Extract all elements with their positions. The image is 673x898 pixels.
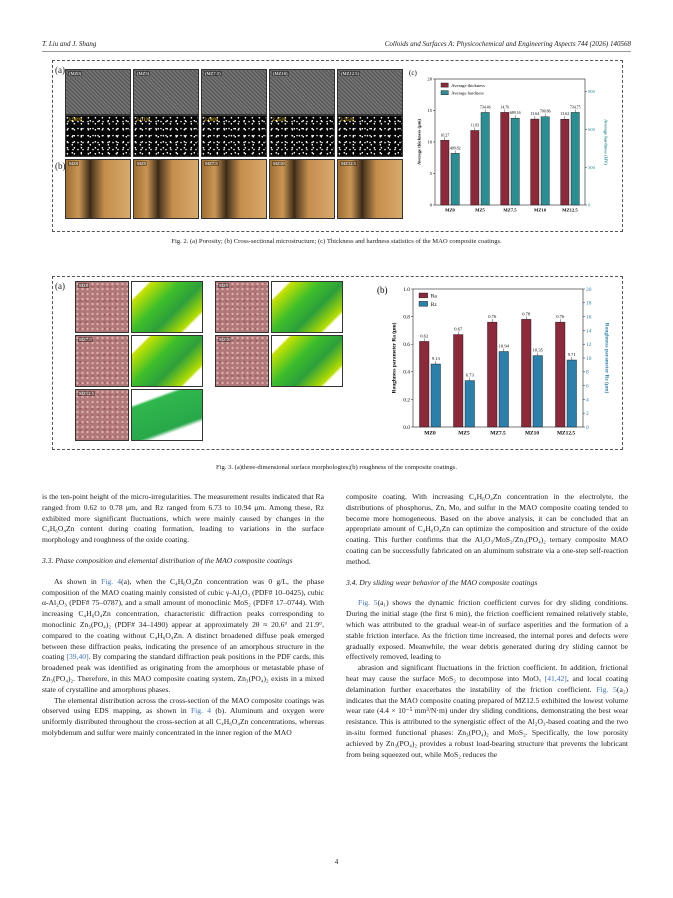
fig3-chart-y2tick-label: 8 [586,369,589,376]
cross-section-image-3-label: MZ10 [273,161,285,166]
fig2-chart-data-label: 14.70 [500,105,510,110]
fig3-chart-bar-rz [465,381,475,427]
running-header-authors: T. Liu and J. Shang [42,40,97,48]
cross-section-image-1 [133,159,199,219]
fig2-chart-category-label: MZ10 [534,207,546,213]
fig2-chart-ytick-label: 5 [429,171,432,177]
porosity-map-4 [337,115,403,157]
sem-image-1 [133,69,199,115]
paragraph-wear-rate: abrasion and significant fluctuations in the friction coefficient. In addition, frictional heat may cause the surface MoS₂ to decompose into MoOₓ [41,42], and local coating delamination further exacerbates the instability of the friction coefficient. Fig. 5(a₂) indicates that the MAO composite coating prepared of MZ12.5 exhibited the lowest volume wear rate (4.4 × 10⁻⁵ mm³/N·m) under dry sliding conditions, demonstrating the best wear resistance. This is attributed to the synergistic effect of the Al₂O₃-based coating and the two in-situ formed functional phases: Zn₃(PO₄)₂ and MoS₂. Specifically, the low porosity achieved by Zn₃(PO₄)₂ provides a robust load-bearing structure that prevents the lubricant from being squeezed out, while MoS₂ reduces the [346,663,629,759]
micrograph-2-label: MZ7.5 [79,337,92,342]
fig2-chart-data-label: 10.27 [440,133,450,138]
fig3-roughness-chart [373,281,619,445]
page-number: 4 [334,858,339,866]
fig3-chart-bar-ra [419,341,429,427]
fig3-chart-data-label: 0.76 [488,314,497,320]
fig2-chart-category-label: MZ12.5 [562,207,578,213]
fig2-chart-legend-label: Average thickness [451,82,485,88]
porosity-map-3 [269,115,335,157]
fig3-chart-bar-ra [453,335,463,427]
sem-image-3 [269,69,335,115]
fig2-chart-ytick-label: 15 [427,108,432,114]
porosity-map-3-label: 2.45% [272,117,287,123]
section-heading-3-4: 3.4. Dry sliding wear behavior of the MAO composite coatings [346,577,538,587]
fig3-chart-data-label: 9.71 [567,352,576,358]
fig3-panel-a-letter: (a) [55,281,65,291]
fig2-chart-category-label: MZ5 [475,207,485,213]
fig2-chart-y2tick-label: 900 [588,89,595,95]
micrograph-4 [75,389,129,441]
fig3-chart-category-label: MZ7.5 [490,430,506,437]
fig3-chart-bar-ra [521,319,531,427]
fig2-caption: Fig. 2. (a) Porosity; (b) Cross-sectional microstructure; (c) Thickness and hardness statistics of the MAO composite coatings. [171,238,502,245]
cross-section-image-1-label: MZ5 [137,161,147,166]
fig2-chart-bar-average-hardness [481,112,489,205]
fig3-chart-data-label: 0.78 [522,311,531,317]
fig2-chart-data-label: 689.16 [509,111,521,116]
fig2-chart-ytick-label: 20 [427,76,432,82]
fig3-chart-data-label: 9.13 [431,356,440,362]
section-heading-3-3: 3.3. Phase composition and elemental distribution of the MAO composite coatings [42,555,293,565]
sem-image-4 [337,69,403,115]
fig2-chart-data-label: 700.86 [539,109,551,114]
sem-image-0-label: (MZ0) [69,71,82,76]
fig3-chart-legend-label: Ra [430,293,437,300]
fig2-chart-legend-label: Average hardness [451,90,484,96]
header-rule [42,51,631,52]
fig3-chart-y2tick-label: 16 [586,314,592,321]
cross-section-image-4 [337,159,403,219]
fig2-chart-bar-average-hardness [541,117,549,205]
paragraph-eds-mapping: The elemental distribution across the cross-section of the MAO composite coatings was observed using EDS mapping, as shown in Fig. 4 (b). Aluminum and oxygen were uniformly distributed throughout the cross-section at all C₄H₆O₄Zn concentrations, whereas molybdenum and sulfur were mainly concentrated in the inner region of the MAO [42,695,324,737]
fig3-chart-y2tick-label: 6 [586,383,589,390]
paragraph-friction-curves: Fig. 5(a₁) shows the dynamic friction coefficient curves for dry sliding conditions. During the initial stage (the first 6 min), the friction coefficient remained relatively stable, which was attributed to the gradual wear-in of surface asperities and the formation of a stable friction interface. As the friction time increased, the internal pores and defects were gradually exposed. Meanwhile, the wear debris generated during dry sliding cannot be effectively removed, leading to [346,598,628,662]
porosity-map-0 [65,115,131,157]
cross-section-image-0-label: MZ0 [69,161,79,166]
fig5-link-2[interactable]: Fig. 5 [596,684,617,694]
sem-image-2-label: (MZ7.5) [205,71,221,76]
topography-3d-4 [131,389,203,441]
topography-3d-2 [131,335,203,387]
figure-2 [52,60,623,232]
fig4-link-2[interactable]: Fig. 4 [190,706,212,716]
fig2-chart-data-label: 734.46 [479,105,491,110]
fig2-chart-data-label: 13.62 [560,112,570,117]
cross-section-image-0 [65,159,131,219]
micrograph-1 [215,281,269,333]
fig3-chart-data-label: 0.76 [556,314,565,320]
fig2-chart-y2tick-label: 600 [588,127,595,133]
fig3-chart-category-label: MZ12.5 [556,430,576,437]
sem-image-1-label: (MZ5) [137,71,150,76]
fig3-caption: Fig. 3. (a)three-dimensional surface morphologies;(b) roughness of the composite coatings. [216,464,457,471]
fig3-chart-y2tick-label: 4 [586,397,589,404]
fig3-chart-bar-rz [499,352,509,427]
fig2-chart-data-label: 13.64 [530,112,540,117]
micrograph-0-label: MZ0 [79,283,89,288]
fig2-chart-data-label: 409.82 [449,146,461,151]
fig3-chart-category-label: MZ10 [524,430,540,437]
fig2-chart-category-label: MZ0 [445,207,455,213]
running-header-journal: Colloids and Surfaces A: Physicochemical and Engineering Aspects 744 (2026) 140568 [384,40,631,48]
fig3-chart-data-label: 10.94 [498,343,509,349]
fig3-chart-y2tick-label: 12 [586,342,592,349]
paragraph-phase-composition: As shown in Fig. 4(a), when the C₄H₆O₄Zn concentration was 0 g/L, the phase composition of the MAO coating mainly consisted of cubic γ-Al₂O₃ (PDF# 10–0425), cubic α-Al₂O₃ (PDF# 75–0787), and a small amount of monoclinic MoS₂ (PDF# 17–0744). With increasing C₄H₆O₄Zn concentration, characteristic diffraction peaks corresponding to monoclinic Zn₃(PO₄)₂ (PDF# 34–1490) appear at approximately 2θ ≈ 20.6° and 21.9°, compared to the coating without C₄H₆O₄Zn. A distinct broadened diffuse peak emerged between these diffraction peaks, indicating the presence of an amorphous structure in the coating [39,40]. By comparing the standard diffraction peak positions in the PDF cards, this broadened peak was identified as originating from the amorphous or metastable phase of Zn₃(PO₄)₂. Therefore, in this MAO composite coating system, Zn₃(PO₄)₂ exists in a mixed state of crystalline and amorphous phases. [42,576,325,694]
fig3-chart-y2label: Roughness parameter Rz (μm) [603,322,610,394]
fig3-chart-bar-ra [555,322,565,427]
fig3-chart-legend-swatch [419,293,428,298]
micrograph-3-label: MZ10 [219,337,231,342]
fig3-chart-y2tick-label: 18 [586,300,592,307]
fig2-chart-legend-swatch [441,83,448,87]
fig2-chart-ytick-label: 0 [429,202,432,208]
topography-3d-0 [131,281,203,333]
fig3-chart-ytick-label: 0.2 [403,397,410,404]
fig4-link[interactable]: Fig. 4 [101,576,122,586]
paragraph-roughness: is the ten-point height of the micro-irregularities. The measurement results indicated that Ra ranged from 0.62 to 0.78 μm, and Rz ranged from 6.73 to 10.94 μm. Among these, Rz exhibited more significant fluctuations, which were mainly caused by changes in the C₄H₆O₄Zn content during coating formation, leading to variations in the surface morphology and roughness of the oxide coating. [42,492,324,545]
porosity-map-0-label: 3.98% [68,117,83,123]
porosity-map-2-label: 2.68% [204,117,219,123]
cross-section-image-3 [269,159,335,219]
fig2-chart-y2tick-label: 0 [588,202,591,208]
fig2-panel-b-letter: (b) [55,161,66,171]
micrograph-4-label: MZ12.5 [79,391,94,396]
paragraph-conclusion-composition: composite coating. With increasing C₄H₆O₄Zn concentration in the electrolyte, the distributions of phosphorus, Zn, Mo, and sulfur in the MAO composite coating tended to become more homogeneous. Based on the above analysis, it can be concluded that an appropriate amount of C₄H₆O₄Zn can optimize the composition and structure of the oxide coating. This further confirms that the Al₂O₃/MoS₂/Zn₃(PO₄)₂ ternary composite MAO coating can be successfully fabricated on an aluminum substrate via a one-step self-reaction method. [346,492,628,566]
sem-image-4-label: (MZ12.5) [341,71,359,76]
cross-section-image-2 [201,159,267,219]
fig2-chart-y2label: Average hardness (HV) [603,119,609,165]
fig3-chart-ytick-label: 0.4 [403,369,410,376]
fig3-chart-y2tick-label: 20 [586,286,592,293]
citation-link-41-42[interactable]: [41,42] [544,673,567,683]
fig3-chart-bar-rz [533,356,543,427]
fig3-chart-legend-label: Rz [430,301,437,308]
porosity-map-1 [133,115,199,157]
fig2-chart-ytick-label: 10 [427,139,432,145]
fig3-chart-data-label: 6.73 [465,372,474,378]
fig2-chart-legend-swatch [441,91,448,95]
sem-image-0 [65,69,131,115]
micrograph-3 [215,335,269,387]
fig3-panel-b-letter: (b) [377,285,388,295]
micrograph-2 [75,335,129,387]
porosity-map-4-label: 2.55% [340,117,355,123]
fig2-chart-data-label: 734.75 [569,105,581,110]
fig2-chart-bar-average-hardness [511,118,519,205]
fig3-chart-y2tick-label: 14 [586,328,592,335]
micrograph-0 [75,281,129,333]
fig2-chart-ylabel: Average thickness (μm) [416,119,422,165]
fig3-chart-bar-ra [487,322,497,427]
fig2-chart-bar-average-thickness [501,112,509,205]
fig3-chart-y2tick-label: 10 [586,355,592,362]
figure-3 [52,276,623,450]
fig2-chart-bar-average-hardness [571,112,579,205]
cross-section-image-4-label: MZ12.5 [341,161,356,166]
body-column-right [346,492,628,760]
fig3-chart-category-label: MZ5 [458,430,470,437]
sem-image-2 [201,69,267,115]
fig3-chart-data-label: 0.62 [420,333,429,339]
porosity-map-2 [201,115,267,157]
fig3-chart-ytick-label: 0.0 [403,424,410,431]
body-column-left [42,492,324,739]
topography-3d-3 [271,335,343,387]
sem-image-3-label: (MZ10) [273,71,288,76]
fig3-chart-y2tick-label: 0 [586,424,589,431]
fig3-chart-ytick-label: 1.0 [403,286,410,293]
fig2-chart-bar-average-thickness [471,130,479,205]
fig3-chart-bar-rz [567,360,577,427]
fig2-chart-data-label: 11.83 [470,123,480,128]
fig3-chart-ytick-label: 0.8 [403,314,410,321]
cross-section-image-2-label: MZ7.5 [205,161,218,166]
fig3-chart-data-label: 0.67 [454,326,463,332]
fig2-chart-bar-average-thickness [441,140,449,205]
fig2-panel-a-letter: (a) [55,65,65,75]
fig2-chart-bar-average-thickness [531,119,539,205]
porosity-map-1-label: 3.01% [136,117,151,123]
fig2-chart-bar-average-thickness [561,119,569,205]
citation-link-39-40[interactable]: [39,40] [66,652,89,662]
fig3-chart-category-label: MZ0 [424,430,436,437]
fig2-thickness-hardness-chart [405,65,619,225]
fig3-chart-data-label: 10.35 [532,347,543,353]
fig3-chart-ytick-label: 0.6 [403,342,410,349]
fig2-chart-bar-average-hardness [451,153,459,205]
fig3-chart-ylabel: Roughness parameter Ra (μm) [391,322,398,394]
fig2-panel-c-letter: (c) [409,69,417,77]
fig3-chart-legend-swatch [419,301,428,306]
micrograph-1-label: MZ5 [219,283,229,288]
fig3-chart-y2tick-label: 2 [586,411,589,418]
fig2-chart-y2tick-label: 300 [588,164,595,170]
topography-3d-1 [271,281,343,333]
fig5-link[interactable]: Fig. 5 [358,598,378,608]
fig3-chart-bar-rz [431,364,441,427]
fig2-chart-category-label: MZ7.5 [503,207,517,213]
